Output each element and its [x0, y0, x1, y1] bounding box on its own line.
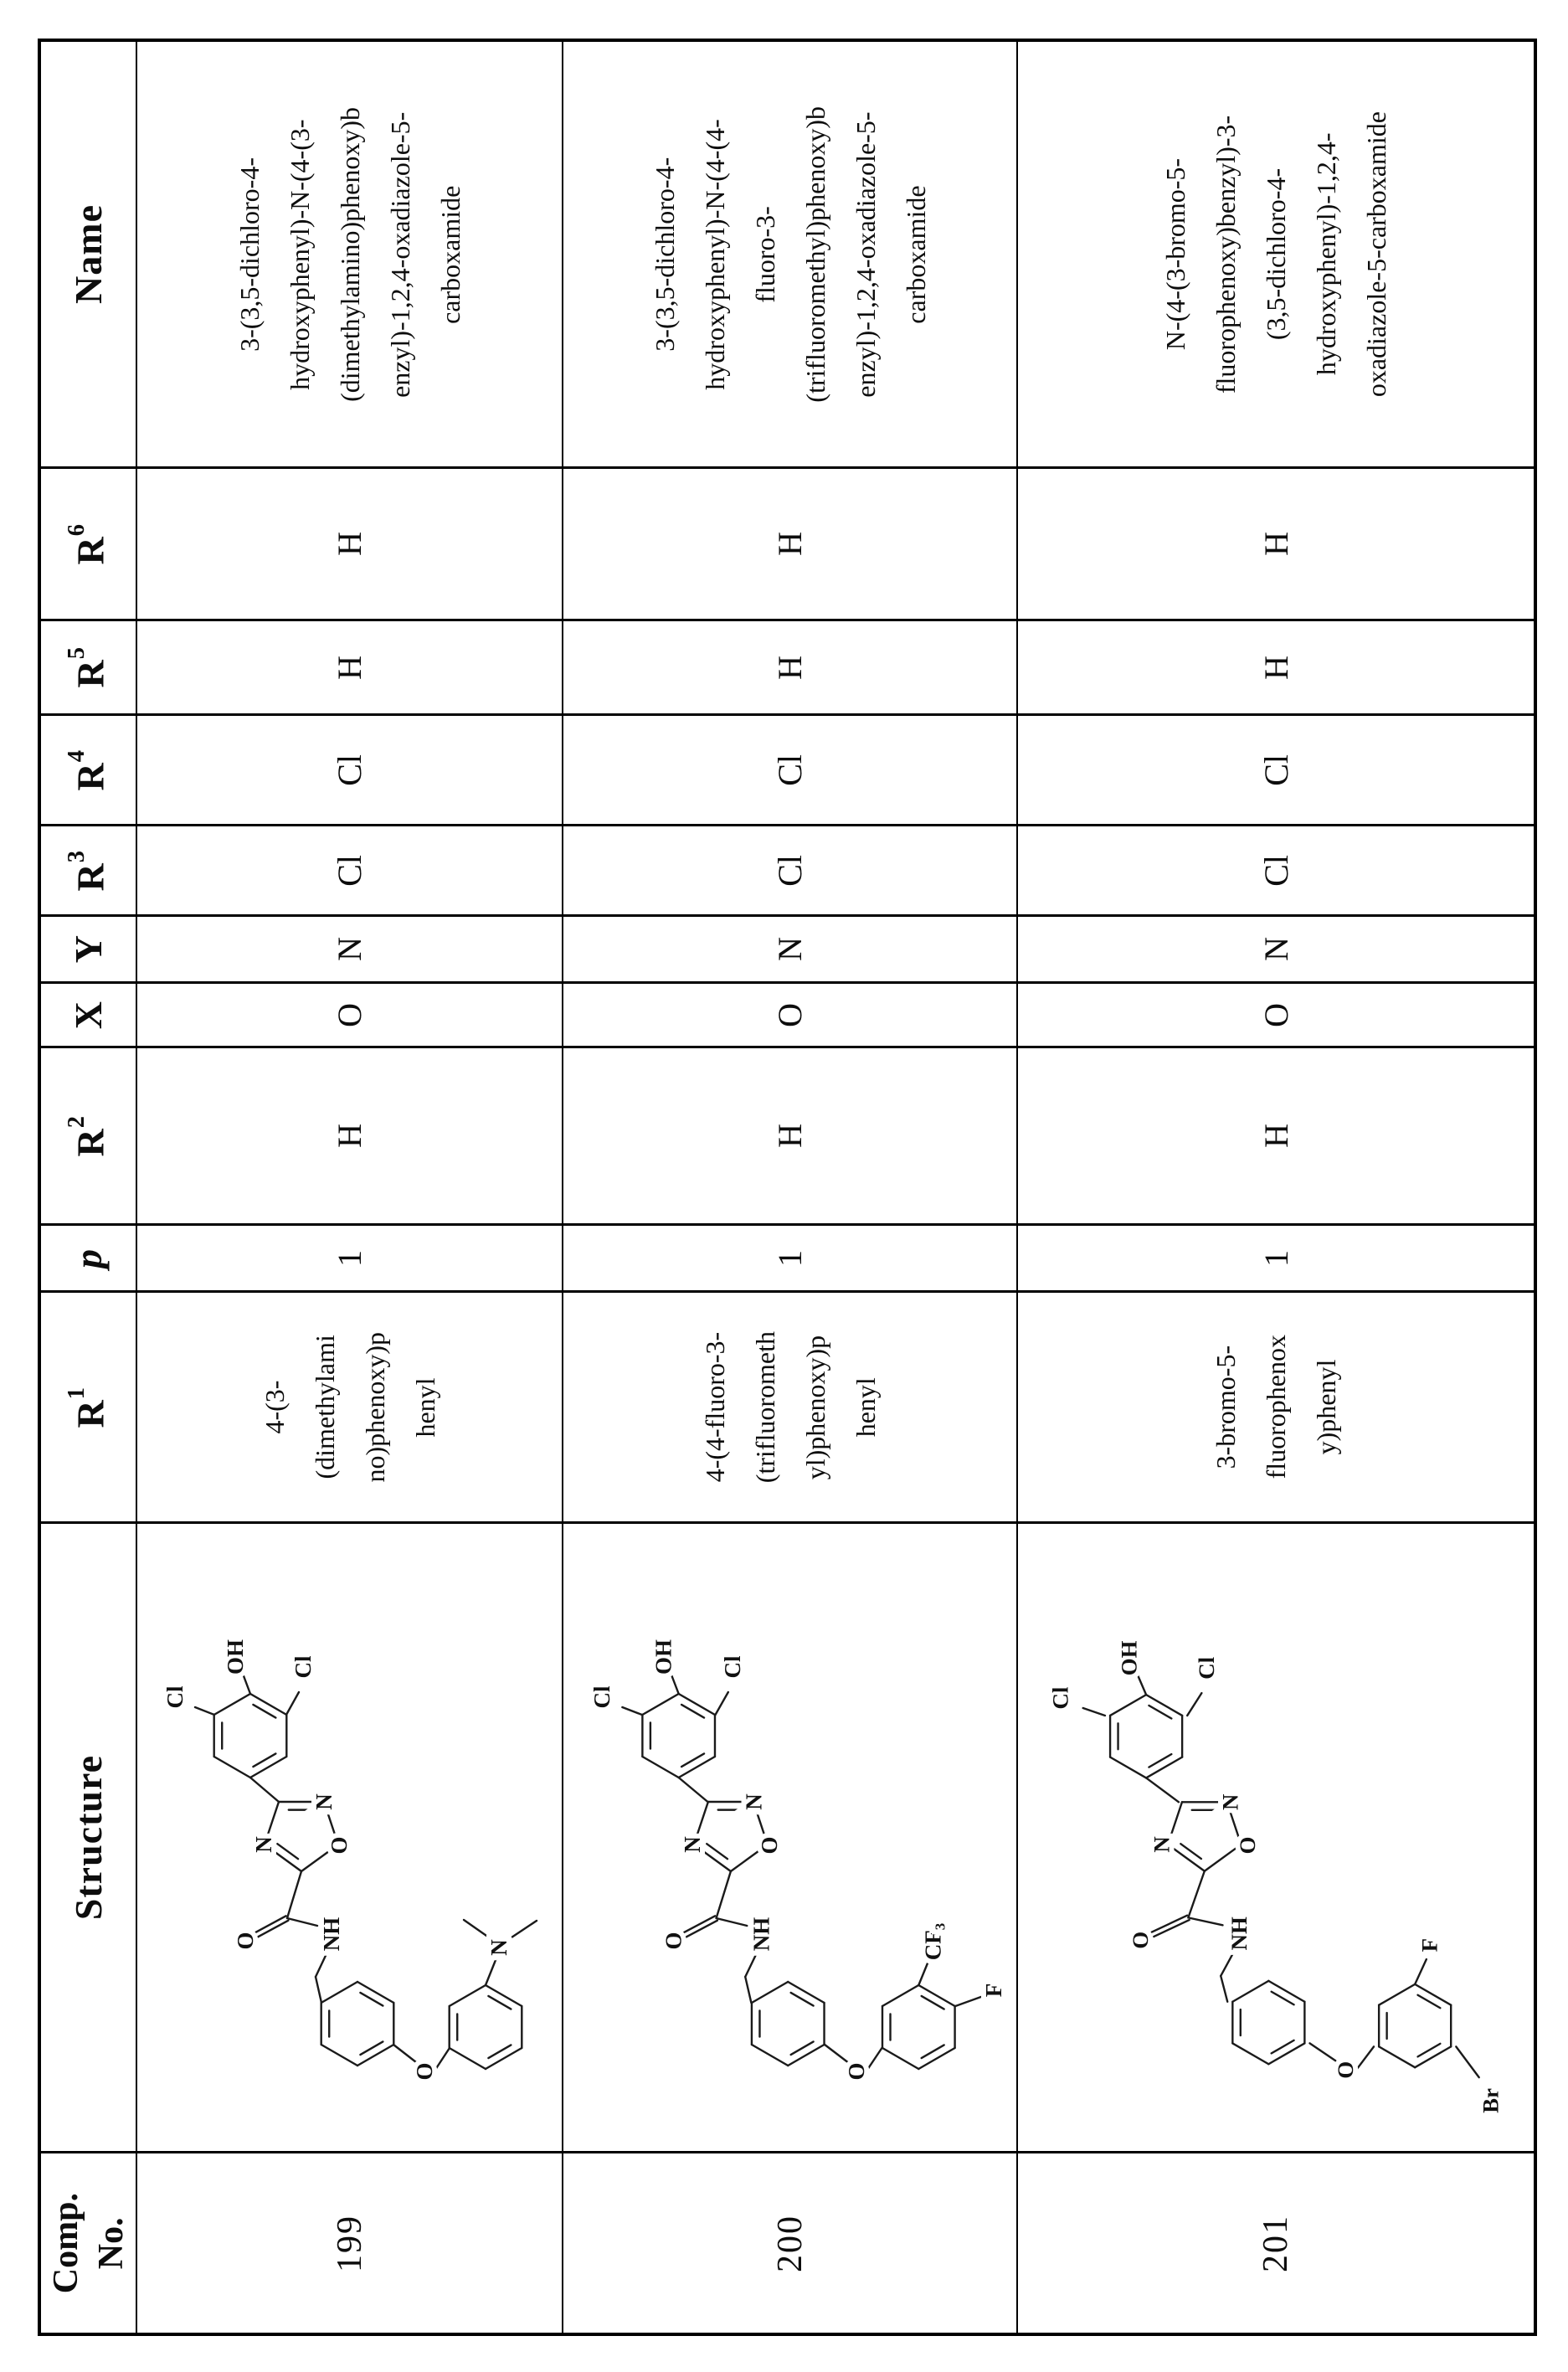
svg-text:O: O [661, 1931, 686, 1950]
cell-r4-201 [1018, 716, 1534, 826]
svg-text:N: N [680, 1835, 705, 1853]
cell-structure-200 [563, 1524, 1018, 2153]
cell-comp-no-199 [137, 2153, 563, 2333]
svg-text:O: O [756, 1835, 782, 1855]
cell-name-201 [1018, 42, 1534, 469]
structure-header-label: Structure [67, 1754, 110, 1921]
svg-text:O: O [1332, 2061, 1358, 2079]
cell-x-200 [563, 984, 1018, 1048]
cell-r5-201 [1018, 621, 1534, 716]
column-header-name [41, 42, 137, 469]
name-header-label: Name [67, 204, 110, 304]
svg-text:NH: NH [319, 1917, 344, 1951]
svg-text:NH: NH [1226, 1916, 1252, 1950]
y-header-label: Y [67, 934, 110, 964]
y-value: N [331, 937, 368, 961]
svg-text:N: N [741, 1793, 767, 1810]
svg-text:CF3: $CF_3$ [920, 1922, 949, 1960]
svg-text:F: F [981, 1983, 1007, 1997]
svg-text:Cl: Cl [290, 1655, 316, 1678]
svg-text:N: N [486, 1938, 512, 1956]
cell-r3-200 [563, 826, 1018, 917]
r2-header-label: $R^2$ [64, 1114, 112, 1157]
cell-r2-201 [1018, 1048, 1534, 1226]
svg-text:F: F [1416, 1937, 1442, 1952]
svg-text:N: N [1149, 1835, 1175, 1853]
cell-structure-199 [137, 1524, 563, 2153]
svg-text:OH: OH [650, 1639, 676, 1675]
svg-text:O: O [1128, 1931, 1154, 1949]
cell-x-199 [137, 984, 563, 1048]
column-header-r6 [41, 469, 137, 621]
cell-r1-201 [1018, 1293, 1534, 1524]
svg-text:O: O [326, 1835, 352, 1855]
svg-text:OH: OH [223, 1639, 248, 1675]
x-header-label: X [67, 1000, 110, 1030]
r5-value: H [1257, 655, 1295, 680]
cell-r2-199 [137, 1048, 563, 1226]
r4-header-label: $R^4$ [64, 749, 112, 791]
svg-text:Cl: Cl [1194, 1656, 1220, 1680]
r6-header-label: $R^6$ [64, 522, 112, 565]
svg-text:O: O [843, 2061, 869, 2081]
column-header-r4 [41, 716, 137, 826]
svg-text:N: N [311, 1793, 337, 1810]
r1-header-label: $R^1$ [64, 1386, 112, 1428]
cell-p-200 [563, 1226, 1018, 1293]
cell-p-201 [1018, 1226, 1534, 1293]
svg-text:Cl: Cl [719, 1655, 745, 1678]
x-value: O [771, 1002, 809, 1027]
p-header-label: p [67, 1248, 110, 1268]
svg-text:N: N [1217, 1793, 1243, 1810]
r1-value: 4-(4-fluoro-3- (trifluorometh yl)phenoxy)p henyl [699, 1330, 881, 1484]
compound-number: 199 [330, 2214, 369, 2272]
r2-value: H [771, 1124, 809, 1148]
r4-value: Cl [331, 754, 368, 786]
cell-r3-199 [137, 826, 563, 917]
r3-value: Cl [771, 854, 809, 887]
column-header-r3 [41, 826, 137, 917]
compound-table [38, 39, 1537, 2336]
cell-r6-200 [563, 469, 1018, 621]
r1-value: 4-(3- (dimethylami no)phenoxy)p henyl [259, 1331, 440, 1483]
cell-name-200 [563, 42, 1018, 469]
r6-value: H [771, 532, 809, 556]
p-value: 1 [771, 1249, 809, 1267]
svg-text:Cl: Cl [1047, 1686, 1073, 1709]
svg-text:Br: Br [1478, 2087, 1504, 2113]
svg-text:O: O [233, 1931, 258, 1950]
column-header-p [41, 1226, 137, 1293]
compound-number: 200 [770, 2214, 810, 2272]
cell-r6-201 [1018, 469, 1534, 621]
r4-value: Cl [1257, 754, 1295, 786]
r6-value: H [331, 532, 368, 556]
p-value: 1 [331, 1249, 368, 1267]
cell-comp-no-201 [1018, 2153, 1534, 2333]
structure-drawing-199 [138, 1525, 561, 2151]
cell-name-199 [137, 42, 563, 469]
column-header-r1 [41, 1293, 137, 1524]
cell-r4-200 [563, 716, 1018, 826]
structure-drawing-200 [564, 1525, 1015, 2151]
r6-value: H [1257, 532, 1295, 556]
cell-r4-199 [137, 716, 563, 826]
cell-y-200 [563, 917, 1018, 984]
cell-r5-200 [563, 621, 1018, 716]
cell-r5-199 [137, 621, 563, 716]
cell-comp-no-200 [563, 2153, 1018, 2333]
svg-text:Cl: Cl [162, 1685, 188, 1708]
cell-r3-201 [1018, 826, 1534, 917]
r5-header-label: $R^5$ [64, 646, 112, 688]
compound-number: 201 [1257, 2214, 1295, 2272]
svg-text:Cl: Cl [589, 1685, 614, 1708]
r2-value: H [331, 1124, 368, 1148]
cell-x-201 [1018, 984, 1534, 1048]
y-value: N [771, 937, 809, 961]
cell-r1-199 [137, 1293, 563, 1524]
r4-value: Cl [771, 754, 809, 786]
x-value: O [1257, 1002, 1295, 1027]
column-header-x [41, 984, 137, 1048]
r5-value: H [771, 655, 809, 680]
comp-no-header-label: Comp. No. [46, 2192, 131, 2294]
cell-r6-199 [137, 469, 563, 621]
x-value: O [331, 1002, 368, 1027]
p-value: 1 [1257, 1249, 1295, 1267]
r3-header-label: $R^3$ [64, 849, 112, 892]
cell-y-201 [1018, 917, 1534, 984]
y-value: N [1257, 937, 1295, 961]
cell-structure-201 [1018, 1524, 1534, 2153]
svg-text:O: O [412, 2061, 437, 2081]
r3-value: Cl [331, 854, 368, 887]
cell-y-199 [137, 917, 563, 984]
cell-p-199 [137, 1226, 563, 1293]
r3-value: Cl [1257, 854, 1295, 887]
column-header-y [41, 917, 137, 984]
r1-value: 3-bromo-5- fluorophenox y)phenyl [1211, 1335, 1341, 1479]
column-header-r2 [41, 1048, 137, 1226]
cell-r2-200 [563, 1048, 1018, 1226]
svg-text:OH: OH [1116, 1640, 1142, 1675]
compound-name: N-(4-(3-bromo-5- fluorophenoxy)benzyl)-3- (3,5-dichloro-4- hydroxyphenyl)-1,2,4- oxadiazole-5-carboxamide [1160, 111, 1391, 398]
compound-name: 3-(3,5-dichloro-4- hydroxyphenyl)-N-(4-(3- (dimethylamino)phenoxy)b enzyl)-1,2,4-oxadiazole-5- carboxamide [234, 106, 465, 402]
r2-value: H [1257, 1124, 1295, 1148]
compound-name: 3-(3,5-dichloro-4- hydroxyphenyl)-N-(4-(4- fluoro-3- (trifluoromethyl)phenoxy)b enzyl)-1,2,4-oxadiazole-5- carboxamide [649, 105, 931, 403]
r5-value: H [331, 655, 368, 680]
column-header-comp-no [41, 2153, 137, 2333]
svg-text:NH: NH [748, 1917, 774, 1951]
svg-text:N: N [251, 1835, 276, 1853]
column-header-r5 [41, 621, 137, 716]
structure-drawing-201 [1018, 1525, 1534, 2151]
cell-r1-200 [563, 1293, 1018, 1524]
column-header-structure [41, 1524, 137, 2153]
svg-text:O: O [1235, 1836, 1261, 1854]
